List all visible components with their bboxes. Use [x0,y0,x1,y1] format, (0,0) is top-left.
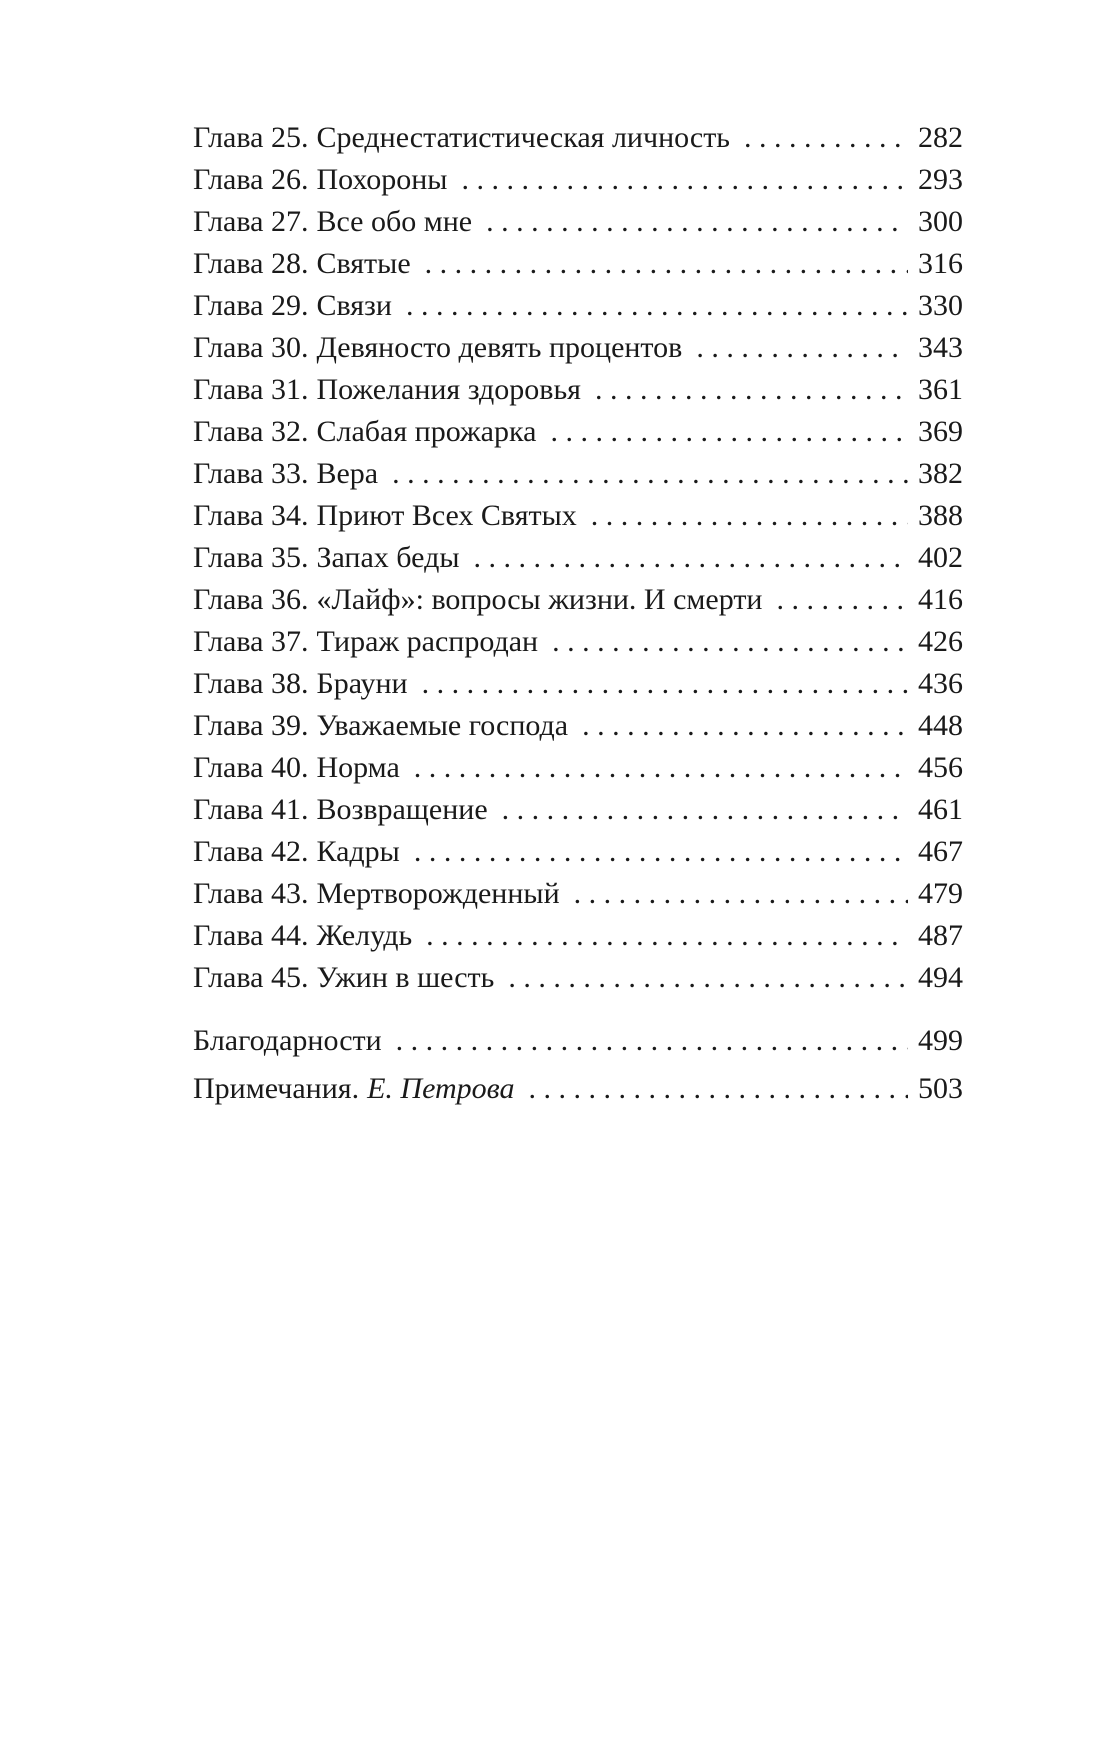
toc-entry[interactable] [193,537,963,579]
chapter-number: Глава 30. [193,331,309,364]
chapter-number: Глава 42. [193,835,309,868]
toc-entry[interactable] [193,747,963,789]
toc-entry[interactable] [193,663,963,705]
toc-entry[interactable] [193,117,963,159]
dot-leader [392,453,908,495]
entry-title: Примечания. [193,1072,360,1105]
page-number: 300 [918,205,963,238]
page-number: 361 [918,373,963,406]
page-number: 436 [918,667,963,700]
page-number: 282 [918,121,963,154]
dot-leader [406,285,908,327]
dot-leader [744,117,908,159]
chapter-title: Среднестатистическая личность [316,121,730,154]
chapter-title: Кадры [316,835,400,868]
page-number: 487 [918,919,963,952]
chapter-title: Приют Всех Святых [316,499,577,532]
toc-entry[interactable] [193,579,963,621]
dot-leader [776,579,908,621]
page-number: 503 [918,1072,963,1105]
chapter-title: Желудь [316,919,413,952]
chapter-number: Глава 25. [193,121,309,154]
toc-entry[interactable] [193,705,963,747]
entry-title: Благодарности [193,1024,382,1057]
chapter-number: Глава 31. [193,373,309,406]
chapter-number: Глава 27. [193,205,309,238]
toc-entry-notes[interactable] [193,1065,963,1113]
chapter-number: Глава 44. [193,919,309,952]
page-number: 499 [918,1024,963,1057]
page-number: 494 [918,961,963,994]
dot-leader [696,327,908,369]
dot-leader [414,831,908,873]
chapter-number: Глава 26. [193,163,309,196]
page-number: 416 [918,583,963,616]
table-of-contents [193,117,963,1113]
chapter-title: Норма [316,751,400,784]
page-number: 388 [918,499,963,532]
toc-entry[interactable] [193,831,963,873]
toc-entry[interactable] [193,495,963,537]
chapter-title: Брауни [316,667,408,700]
toc-entry[interactable] [193,621,963,663]
dot-leader [591,495,908,537]
page-number: 293 [918,163,963,196]
toc-entry[interactable] [193,411,963,453]
dot-leader [582,705,908,747]
page-number: 461 [918,793,963,826]
page-number: 330 [918,289,963,322]
chapter-list [193,117,963,999]
chapter-title: Девяносто девять процентов [316,331,683,364]
chapter-number: Глава 32. [193,415,309,448]
dot-leader [502,789,908,831]
chapter-title: Слабая прожарка [316,415,537,448]
dot-leader [414,747,908,789]
chapter-number: Глава 39. [193,709,309,742]
toc-entry[interactable] [193,327,963,369]
dot-leader [574,873,908,915]
toc-entry[interactable] [193,453,963,495]
notes-author: Е. Петрова [367,1072,515,1105]
page-number: 402 [918,541,963,574]
toc-entry[interactable] [193,915,963,957]
dot-leader [508,957,908,999]
dot-leader [425,243,908,285]
toc-entry-acknowledgements[interactable] [193,1017,963,1065]
chapter-number: Глава 41. [193,793,309,826]
dot-leader [486,201,908,243]
chapter-title: Уважаемые господа [316,709,569,742]
chapter-title: «Лайф»: вопросы жизни. И смерти [316,583,763,616]
chapter-number: Глава 36. [193,583,309,616]
toc-entry[interactable] [193,243,963,285]
page-number: 369 [918,415,963,448]
chapter-number: Глава 40. [193,751,309,784]
chapter-title: Связи [316,289,392,322]
page-number: 426 [918,625,963,658]
dot-leader [595,369,908,411]
back-matter [193,1017,963,1113]
toc-entry[interactable] [193,369,963,411]
page-number: 456 [918,751,963,784]
chapter-title: Все обо мне [316,205,473,238]
chapter-number: Глава 34. [193,499,309,532]
chapter-number: Глава 35. [193,541,309,574]
chapter-title: Тираж распродан [316,625,539,658]
dot-leader [426,915,908,957]
page-number: 343 [918,331,963,364]
chapter-title: Мертворожденный [316,877,560,910]
chapter-number: Глава 45. [193,961,309,994]
dot-leader [550,411,908,453]
chapter-number: Глава 28. [193,247,309,280]
chapter-title: Ужин в шесть [316,961,495,994]
chapter-title: Вера [316,457,379,490]
dot-leader [529,1065,909,1113]
chapter-title: Похороны [316,163,448,196]
dot-leader [461,159,908,201]
chapter-title: Пожелания здоровья [316,373,581,406]
page-number: 467 [918,835,963,868]
page-number: 316 [918,247,963,280]
dot-leader [474,537,909,579]
toc-entry[interactable] [193,285,963,327]
chapter-number: Глава 43. [193,877,309,910]
toc-entry[interactable] [193,159,963,201]
chapter-title: Возвращение [316,793,488,826]
toc-entry[interactable] [193,957,963,999]
page-number: 479 [918,877,963,910]
chapter-title: Запах беды [316,541,460,574]
dot-leader [552,621,908,663]
page-number: 448 [918,709,963,742]
toc-entry[interactable] [193,201,963,243]
toc-entry[interactable] [193,789,963,831]
toc-entry[interactable] [193,873,963,915]
chapter-title: Святые [316,247,411,280]
dot-leader [422,663,908,705]
chapter-number: Глава 29. [193,289,309,322]
dot-leader [396,1017,908,1065]
page-number: 382 [918,457,963,490]
chapter-number: Глава 38. [193,667,309,700]
chapter-number: Глава 33. [193,457,309,490]
chapter-number: Глава 37. [193,625,309,658]
